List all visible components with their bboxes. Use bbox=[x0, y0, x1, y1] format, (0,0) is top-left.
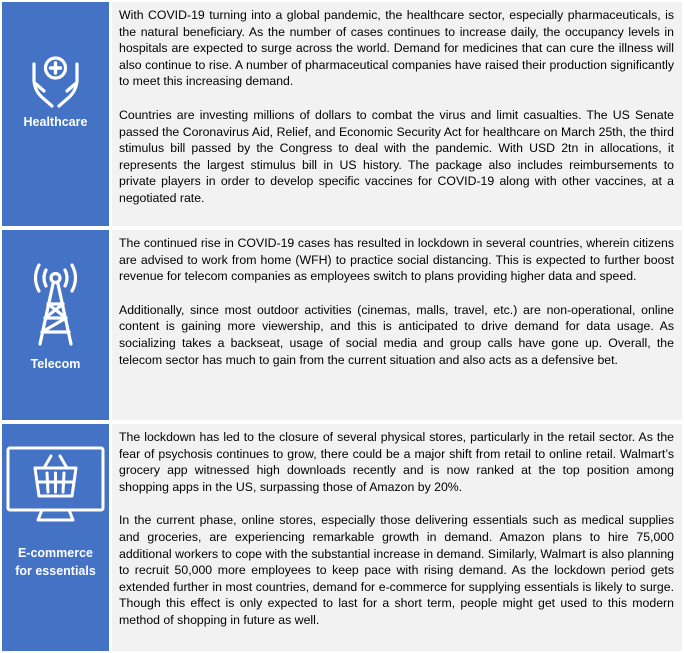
category-cell-healthcare bbox=[2, 2, 109, 226]
paragraph: The lockdown has led to the closure of several physical stores, particularly in the retail sector. As the fear of psychosis continues to grow, there could be a major shift from retail to online retail. Walmart’s grocery app witnessed high downloads recently and is now ranked at the top position among shopping apps in the US, surpassing those of Amazon by 20%. bbox=[119, 430, 674, 494]
category-label: E-commerce for essentials bbox=[15, 546, 96, 578]
section-healthcare bbox=[0, 2, 684, 226]
signal-tower-icon bbox=[2, 262, 109, 350]
hands-medical-cross-icon bbox=[2, 54, 109, 112]
section-text bbox=[112, 230, 682, 420]
paragraph: Additionally, since most outdoor activities (cinemas, malls, travel, etc.) are non-operational, online content is gaining more viewership, and this is anticipated to drive demand for data usage. As socializing takes a backseat, usage of social media and group calls have gone up. Overall, the telecom sector has much to gain from the current situation and also acts as a defensive bet. bbox=[119, 302, 674, 367]
paragraph: In the current phase, online stores, especially those delivering essentials such as medical supplies and groceries, are experiencing remarkable growth in demand. Amazon plans to hire 75,000 additional workers to cope with the substantial increase in demand. Similarly, Walmart is also planning to recruit 50,000 more employees to keep pace with rising demand. As the lockdown period gets extended further in most countries, demand for e-commerce for supplying essentials is likely to surge. Though this effect is only expected to last for a short term, people might get used to this modern method of shopping in future as well. bbox=[119, 513, 674, 627]
paragraph: The continued rise in COVID-19 cases has resulted in lockdown in several countries, wherein citizens are advised to work from home (WFH) to practice social distancing. This is expected to further boost revenue for telecom companies as employees switch to plans providing higher data and speed. bbox=[119, 236, 674, 284]
category-cell-telecom bbox=[2, 230, 109, 420]
category-cell-ecommerce bbox=[2, 424, 109, 651]
section-text bbox=[112, 2, 682, 226]
category-label: Healthcare bbox=[23, 115, 88, 129]
paragraph: Countries are investing millions of dollars to combat the virus and limit casualties. The US Senate passed the Coronavirus Aid, Relief, and Economic Security Act for healthcare on March 25th, the third stimulus bill passed by the Congress to deal with the pandemic. With USD 2tn in allocations, it represents the largest stimulus bill in US history. The package also includes reimbursements to private players in order to develop specific vaccines for COVID-19 along with other vaccines, at a negotiated rate. bbox=[119, 107, 674, 205]
monitor-shopping-basket-icon bbox=[2, 444, 109, 524]
section-telecom bbox=[0, 230, 684, 420]
category-label: Telecom bbox=[30, 357, 81, 371]
section-text bbox=[112, 424, 682, 651]
section-ecommerce bbox=[0, 424, 684, 651]
paragraph: With COVID-19 turning into a global pandemic, the healthcare sector, especially pharmaceuticals, is the natural beneficiary. As the number of cases continues to increase daily, the occupancy levels in hospitals are expected to surge across the world. Demand for medicines that can cure the illness will also continue to rise. A number of pharmaceutical companies have raised their production significantly to meet this increasing demand. bbox=[119, 8, 674, 89]
